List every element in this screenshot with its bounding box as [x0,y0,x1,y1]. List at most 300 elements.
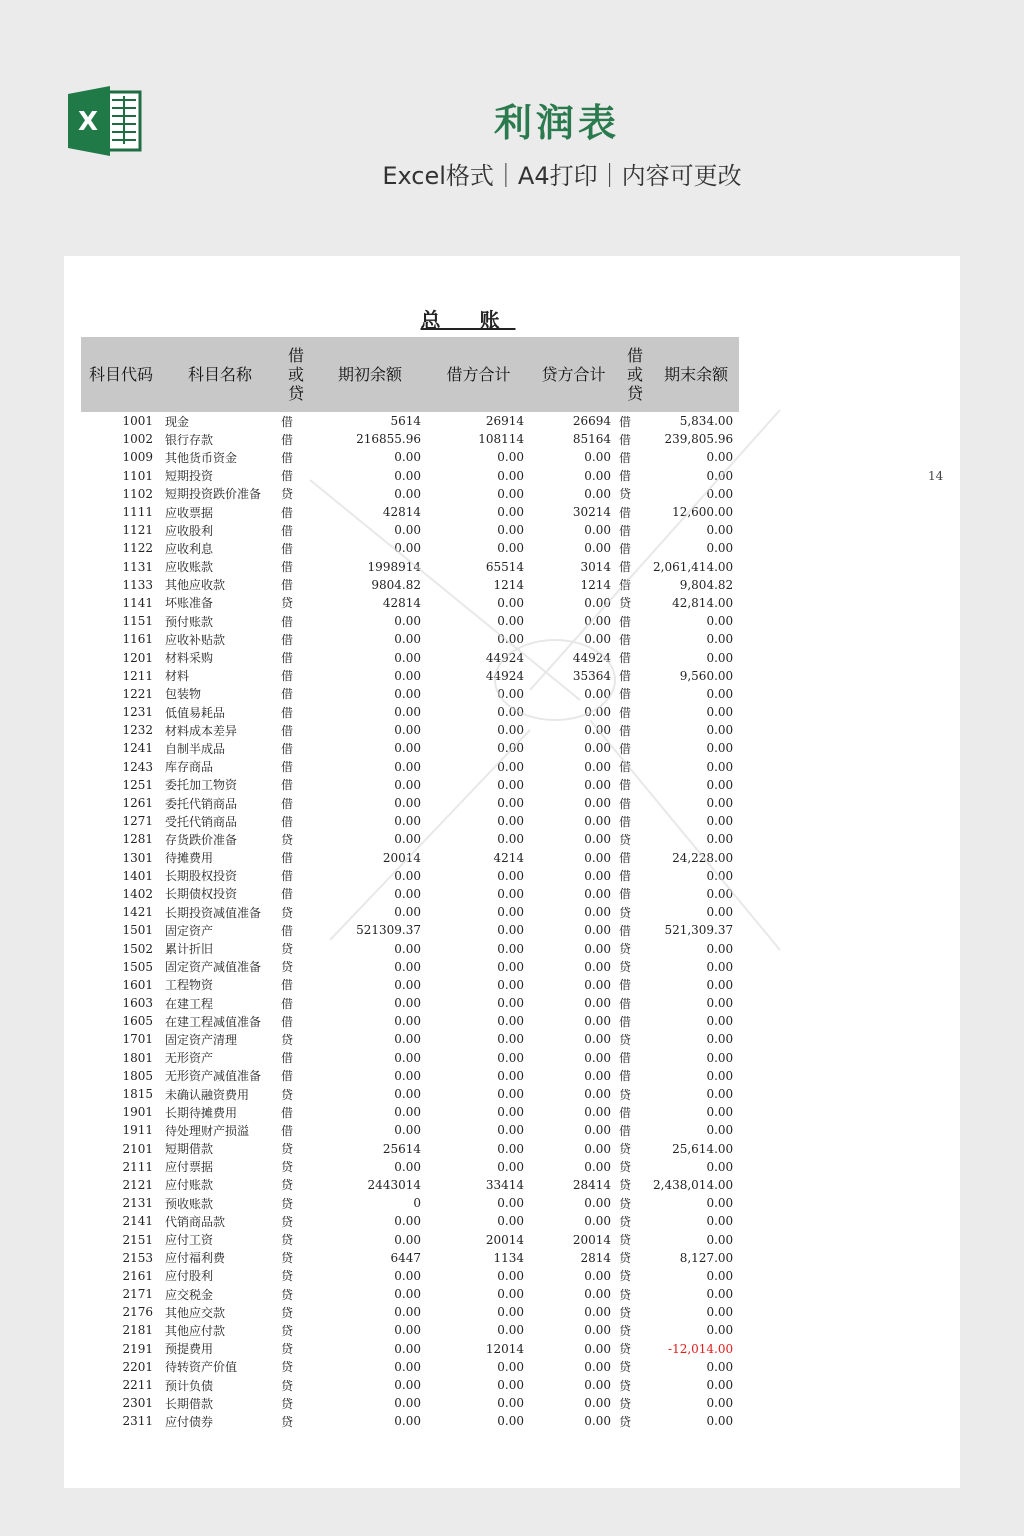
cell-name: 自制半成品 [165,741,226,756]
page-title: 利润表 [493,101,620,145]
table-row [81,1121,739,1139]
cell-opening: 0.00 [394,1378,421,1393]
table-header-row [81,337,739,412]
cell-direction-end: 贷 [619,1323,632,1338]
cell-credit: 0.00 [584,1359,611,1374]
cell-code: 1505 [122,959,153,974]
cell-closing: 0.00 [706,796,734,811]
cell-direction: 贷 [281,1287,294,1302]
cell-code: 1271 [122,814,153,829]
cell-closing: 0.00 [706,1087,734,1102]
cell-opening: 0.00 [394,977,421,992]
cell-debit: 1134 [493,1250,524,1265]
cell-debit: 26914 [485,414,524,429]
cell-opening: 0.00 [394,1268,421,1283]
cell-debit: 0.00 [497,1141,524,1156]
cell-direction: 贷 [281,1378,294,1393]
cell-code: 1502 [122,941,153,956]
cell-direction: 贷 [281,1233,294,1248]
cell-debit: 0.00 [497,686,524,701]
cell-direction: 借 [281,796,294,811]
cell-closing: 0.00 [706,705,734,720]
cell-opening: 0.00 [394,686,421,701]
cell-opening: 1998914 [367,559,421,574]
cell-opening: 0.00 [394,632,421,647]
table-row [81,976,739,994]
cell-closing: 0.00 [706,1196,734,1211]
cell-debit: 0.00 [497,505,524,520]
cell-name: 短期投资跌价准备 [165,487,262,502]
table-row [81,1358,739,1376]
cell-opening: 5614 [390,414,421,429]
table-row [81,1321,739,1339]
cell-closing: 0.00 [706,759,734,774]
cell-debit: 0.00 [497,1050,524,1065]
cell-debit: 0.00 [497,1032,524,1047]
cell-direction-end: 贷 [619,1414,632,1429]
cell-credit: 0.00 [584,1287,611,1302]
cell-direction: 借 [281,632,294,647]
cell-credit: 44924 [572,650,611,665]
cell-closing: 0.00 [706,959,734,974]
cell-name: 长期待摊费用 [165,1105,238,1120]
cell-name: 应付股利 [165,1269,214,1284]
table-row [81,576,739,594]
cell-closing: 0.00 [706,650,734,665]
cell-direction-end: 借 [619,705,632,720]
cell-direction: 借 [281,523,294,538]
cell-code: 2151 [122,1232,153,1247]
cell-closing: 0.00 [706,832,734,847]
header-closing-balance: 期末余额 [653,337,739,412]
cell-debit: 0.00 [497,1196,524,1211]
cell-direction: 借 [281,450,294,465]
cell-credit: 0.00 [584,886,611,901]
cell-closing: 0.00 [706,450,734,465]
table-row [81,958,739,976]
cell-debit: 0.00 [497,595,524,610]
cell-credit: 0.00 [584,759,611,774]
cell-code: 1901 [122,1105,153,1120]
cell-opening: 0.00 [394,668,421,683]
cell-direction: 借 [281,1014,294,1029]
cell-code: 1281 [122,832,153,847]
cell-direction-end: 贷 [619,1087,632,1102]
cell-code: 1001 [122,414,153,429]
cell-debit: 1214 [493,577,524,592]
table-row [81,1103,739,1121]
cell-debit: 44924 [485,668,524,683]
cell-direction: 贷 [281,960,294,975]
cell-closing: 5,834.00 [679,414,734,429]
cell-direction: 借 [281,705,294,720]
table-row [81,558,739,576]
table-row [81,921,739,939]
cell-credit: 0.00 [584,723,611,738]
table-row [81,485,739,503]
cell-opening: 0.00 [394,868,421,883]
cell-direction: 贷 [281,1251,294,1266]
cell-code: 1231 [122,705,153,720]
cell-credit: 0.00 [584,959,611,974]
cell-code: 1133 [122,577,153,592]
cell-direction: 借 [281,1123,294,1138]
cell-debit: 0.00 [497,941,524,956]
cell-credit: 2814 [580,1250,611,1265]
cell-credit: 0.00 [584,1032,611,1047]
cell-name: 无形资产减值准备 [165,1069,262,1084]
cell-opening: 0.00 [394,996,421,1011]
cell-name: 坏账准备 [165,596,214,611]
cell-direction-end: 借 [619,996,632,1011]
cell-credit: 0.00 [584,595,611,610]
cell-direction-end: 借 [619,887,632,902]
cell-debit: 0.00 [497,923,524,938]
cell-direction-end: 贷 [619,1396,632,1411]
cell-credit: 0.00 [584,1396,611,1411]
table-row [81,685,739,703]
cell-direction: 贷 [281,1305,294,1320]
cell-direction-end: 借 [619,651,632,666]
cell-debit: 0.00 [497,814,524,829]
cell-direction-end: 借 [619,614,632,629]
cell-closing: 0.00 [706,1105,734,1120]
cell-direction-end: 借 [619,778,632,793]
table-row [81,594,739,612]
cell-opening: 0.00 [394,941,421,956]
cell-direction: 贷 [281,1087,294,1102]
cell-closing: 0.00 [706,1414,734,1429]
cell-opening: 0.00 [394,886,421,901]
cell-code: 1102 [122,486,153,501]
cell-credit: 0.00 [584,905,611,920]
cell-opening: 0.00 [394,650,421,665]
cell-code: 1232 [122,723,153,738]
cell-debit: 0.00 [497,1105,524,1120]
cell-code: 1121 [122,523,153,538]
cell-name: 长期投资减值准备 [165,905,262,920]
cell-direction-end: 借 [619,851,632,866]
cell-credit: 26694 [572,414,611,429]
cell-direction-end: 借 [619,1051,632,1066]
cell-name: 应付福利费 [165,1251,226,1266]
cell-code: 2176 [122,1305,153,1320]
cell-direction-end: 贷 [619,1032,632,1047]
cell-opening: 0.00 [394,468,421,483]
cell-name: 长期股权投资 [165,869,238,884]
cell-name: 固定资产 [165,923,214,938]
cell-name: 在建工程 [165,996,214,1011]
cell-name: 银行存款 [165,432,214,447]
cell-debit: 0.00 [497,886,524,901]
cell-code: 2181 [122,1323,153,1338]
table-row [81,1249,739,1267]
cell-credit: 0.00 [584,1268,611,1283]
cell-code: 1161 [122,632,153,647]
cell-debit: 108114 [478,432,524,447]
table-row [81,1012,739,1030]
cell-debit: 0.00 [497,1287,524,1302]
cell-credit: 0.00 [584,850,611,865]
table-row [81,1340,739,1358]
cell-debit: 0.00 [497,1068,524,1083]
cell-closing: 0.00 [706,886,734,901]
cell-closing: 0.00 [706,996,734,1011]
cell-debit: 65514 [485,559,524,574]
cell-closing: 0.00 [706,614,734,629]
table-row [81,739,739,757]
cell-debit: 0.00 [497,959,524,974]
cell-direction-end: 借 [619,814,632,829]
cell-direction-end: 贷 [619,1305,632,1320]
cell-debit: 0.00 [497,614,524,629]
cell-credit: 0.00 [584,1196,611,1211]
cell-closing: 0.00 [706,941,734,956]
table-row [81,521,739,539]
cell-credit: 0.00 [584,523,611,538]
cell-code: 2211 [122,1378,153,1393]
cell-name: 低值易耗品 [165,705,226,720]
cell-opening: 0.00 [394,1087,421,1102]
cell-direction-end: 贷 [619,1251,632,1266]
cell-name: 其他应收款 [165,578,226,593]
cell-name: 应收票据 [165,505,214,520]
cell-code: 2191 [122,1341,153,1356]
svg-text:X: X [77,107,99,137]
cell-debit: 0.00 [497,996,524,1011]
cell-opening: 0.00 [394,450,421,465]
cell-direction-end: 借 [619,869,632,884]
cell-name: 待处理财产损溢 [165,1123,250,1138]
header-opening-balance: 期初余额 [313,337,427,412]
cell-direction: 贷 [281,1323,294,1338]
cell-credit: 28414 [572,1177,611,1192]
table-row [81,448,739,466]
cell-closing: 0.00 [706,632,734,647]
cell-closing: 0.00 [706,1287,734,1302]
cell-code: 1131 [122,559,153,574]
cell-name: 固定资产清理 [165,1032,238,1047]
cell-opening: 0.00 [394,1014,421,1029]
cell-direction-end: 贷 [619,1269,632,1284]
cell-direction: 贷 [281,1269,294,1284]
cell-direction-end: 贷 [619,942,632,957]
cell-opening: 0.00 [394,1305,421,1320]
cell-closing: 25,614.00 [672,1141,734,1156]
cell-code: 1111 [122,505,153,520]
table-row [81,1158,739,1176]
cell-closing: 0.00 [706,523,734,538]
table-row [81,867,739,885]
cell-opening: 0.00 [394,1105,421,1120]
cell-closing: 24,228.00 [672,850,734,865]
cell-code: 1301 [122,850,153,865]
cell-credit: 0.00 [584,996,611,1011]
cell-debit: 20014 [485,1232,524,1247]
cell-name: 受托代销商品 [165,814,238,829]
cell-direction-end: 借 [619,523,632,538]
cell-name: 预提费用 [165,1342,214,1357]
cell-name: 包装物 [165,687,202,702]
cell-credit: 0.00 [584,1159,611,1174]
cell-credit: 0.00 [584,1341,611,1356]
cell-credit: 0.00 [584,923,611,938]
cell-direction: 借 [281,560,294,575]
cell-direction-end: 借 [619,560,632,575]
cell-name: 应收账款 [165,560,214,575]
cell-name: 无形资产 [165,1051,214,1066]
cell-direction: 借 [281,978,294,993]
cell-direction-end: 贷 [619,596,632,611]
cell-closing: 42,814.00 [672,595,734,610]
side-page-number: 14 [928,469,944,483]
cell-credit: 0.00 [584,796,611,811]
cell-credit: 0.00 [584,868,611,883]
cell-closing: 0.00 [706,1014,734,1029]
cell-code: 1211 [122,668,153,683]
table-row [81,1140,739,1158]
cell-debit: 0.00 [497,1123,524,1138]
cell-code: 2121 [122,1177,153,1192]
cell-direction: 借 [281,541,294,556]
cell-opening: 0.00 [394,541,421,556]
cell-closing: 0.00 [706,868,734,883]
cell-direction: 贷 [281,905,294,920]
cell-code: 1603 [122,996,153,1011]
cell-opening: 0.00 [394,832,421,847]
cell-code: 1201 [122,650,153,665]
cell-credit: 0.00 [584,541,611,556]
cell-name: 应付债券 [165,1414,214,1429]
cell-direction-end: 借 [619,432,632,447]
table-row [81,1230,739,1248]
cell-code: 1243 [122,759,153,774]
cell-closing: 0.00 [706,741,734,756]
cell-opening: 25614 [382,1141,421,1156]
header-direction-end: 借或贷 [617,337,653,412]
cell-credit: 0.00 [584,1378,611,1393]
cell-code: 2153 [122,1250,153,1265]
cell-closing: 2,438,014.00 [653,1177,734,1192]
cell-direction-end: 贷 [619,960,632,975]
cell-code: 1911 [122,1123,153,1138]
cell-closing: 0.00 [706,905,734,920]
cell-credit: 0.00 [584,1087,611,1102]
cell-direction: 贷 [281,1142,294,1157]
cell-debit: 0.00 [497,832,524,847]
cell-direction: 贷 [281,487,294,502]
cell-code: 1801 [122,1050,153,1065]
cell-debit: 4214 [493,850,524,865]
cell-code: 1241 [122,741,153,756]
table-row [81,939,739,957]
cell-direction-end: 借 [619,541,632,556]
cell-debit: 0.00 [497,1396,524,1411]
cell-code: 1251 [122,777,153,792]
cell-credit: 0.00 [584,632,611,647]
cell-code: 2311 [122,1414,153,1429]
cell-name: 材料采购 [165,651,214,666]
table-row [81,1030,739,1048]
cell-direction: 借 [281,1069,294,1084]
table-row [81,794,739,812]
cell-direction-end: 贷 [619,1360,632,1375]
cell-debit: 0.00 [497,977,524,992]
cell-credit: 0.00 [584,1123,611,1138]
cell-code: 2161 [122,1268,153,1283]
cell-code: 2101 [122,1141,153,1156]
cell-code: 1221 [122,686,153,701]
cell-direction-end: 借 [619,978,632,993]
cell-direction: 贷 [281,1160,294,1175]
cell-direction: 贷 [281,1414,294,1429]
cell-opening: 0 [413,1196,421,1211]
cell-direction: 借 [281,614,294,629]
cell-credit: 20014 [572,1232,611,1247]
cell-closing: 0.00 [706,1159,734,1174]
cell-direction: 借 [281,760,294,775]
cell-debit: 0.00 [497,705,524,720]
cell-direction: 借 [281,651,294,666]
cell-debit: 0.00 [497,905,524,920]
cell-direction: 贷 [281,942,294,957]
cell-direction: 贷 [281,596,294,611]
cell-direction: 借 [281,851,294,866]
table-row [81,430,739,448]
cell-closing: 2,061,414.00 [653,559,734,574]
cell-opening: 0.00 [394,1123,421,1138]
cell-direction-end: 借 [619,796,632,811]
cell-credit: 0.00 [584,1214,611,1229]
cell-name: 待转资产价值 [165,1360,238,1375]
cell-code: 1501 [122,923,153,938]
cell-name: 代销商品款 [165,1214,226,1229]
cell-closing: 0.00 [706,1268,734,1283]
cell-name: 长期债权投资 [165,887,238,902]
table-row [81,667,739,685]
table-row [81,1212,739,1230]
cell-opening: 0.00 [394,814,421,829]
cell-code: 1141 [122,595,153,610]
table-row [81,1285,739,1303]
cell-closing: 12,600.00 [672,505,734,520]
cell-name: 长期借款 [165,1396,214,1411]
cell-closing: 0.00 [706,1214,734,1229]
table-row [81,630,739,648]
cell-debit: 33414 [485,1177,524,1192]
cell-direction-end: 借 [619,669,632,684]
cell-credit: 3014 [580,559,611,574]
cell-credit: 0.00 [584,977,611,992]
cell-debit: 0.00 [497,1214,524,1229]
table-row [81,849,739,867]
cell-debit: 0.00 [497,1414,524,1429]
cell-direction: 贷 [281,1396,294,1411]
cell-closing: 0.00 [706,1396,734,1411]
cell-closing: 0.00 [706,1378,734,1393]
cell-direction: 借 [281,723,294,738]
cell-name: 存货跌价准备 [165,832,238,847]
cell-credit: 0.00 [584,1014,611,1029]
sheet-title: 总 账 [420,308,516,332]
cell-direction-end: 借 [619,1014,632,1029]
table-row [81,1394,739,1412]
cell-debit: 0.00 [497,1014,524,1029]
cell-closing: 0.00 [706,1323,734,1338]
cell-direction: 借 [281,432,294,447]
cell-credit: 0.00 [584,705,611,720]
cell-debit: 0.00 [497,1378,524,1393]
